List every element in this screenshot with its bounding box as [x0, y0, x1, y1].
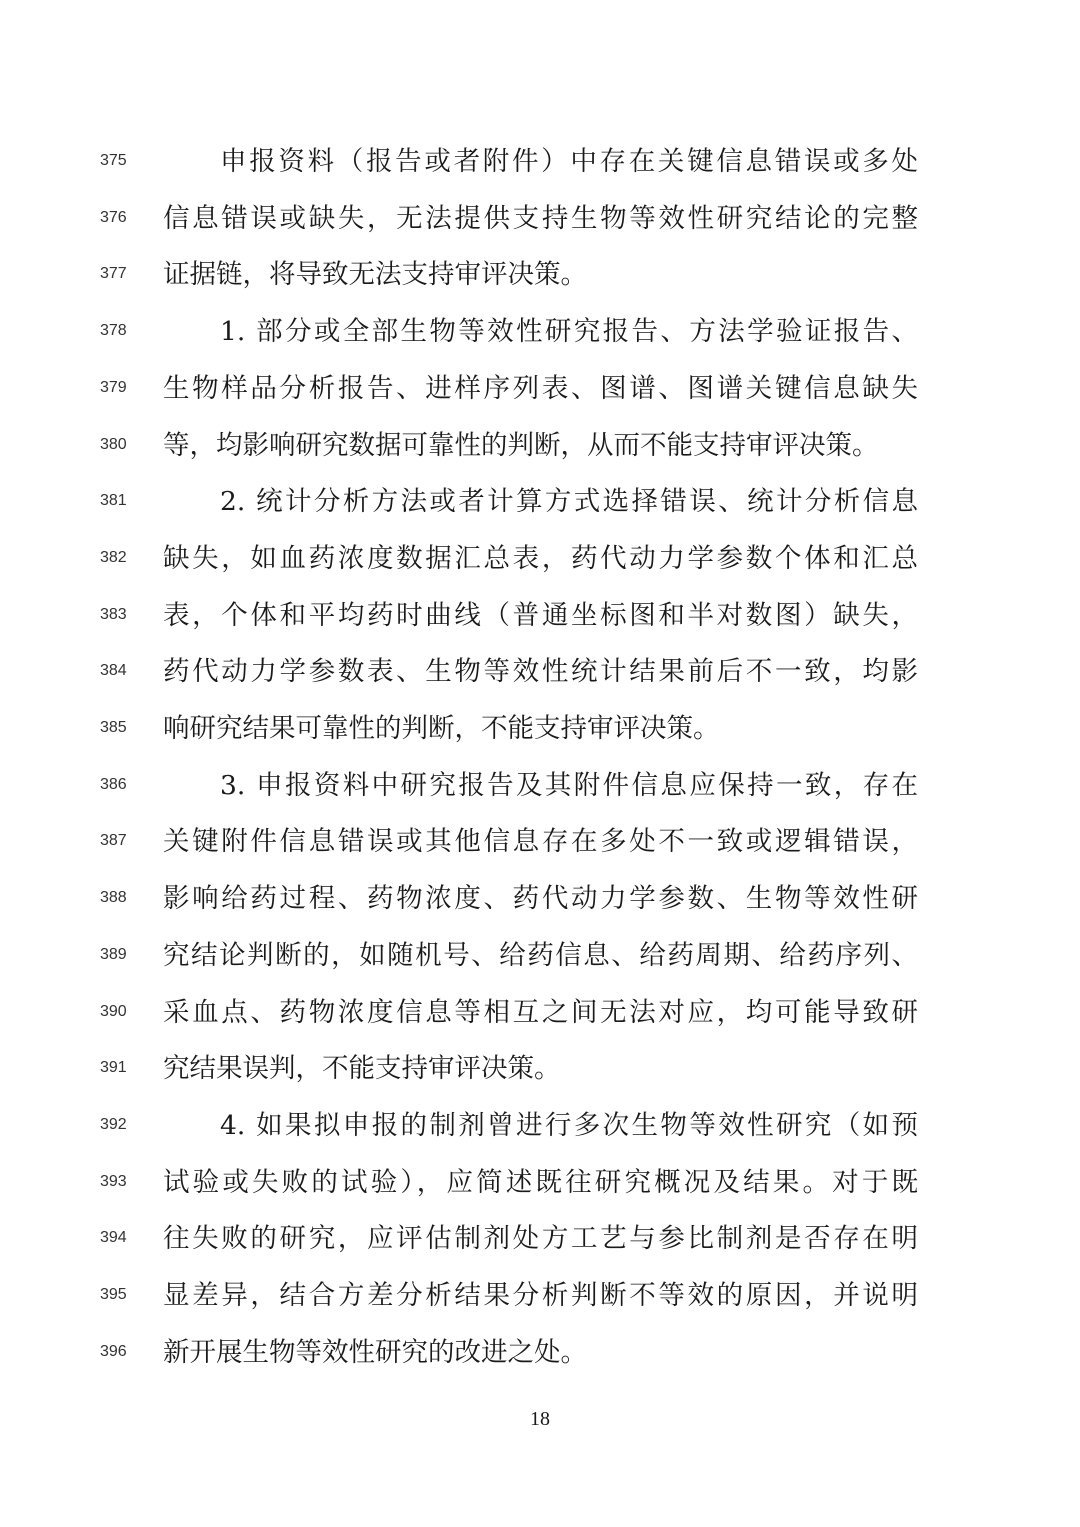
line-number: 385	[100, 719, 127, 736]
line-number: 376	[100, 208, 127, 226]
line-number: 378	[100, 322, 127, 340]
line-text: 往失败的研究，应评估制剂处方工艺与参比制剂是否存在明	[163, 1223, 918, 1255]
line-text: 2. 统计分析方法或者计算方式选择错误、统计分析信息	[220, 486, 918, 518]
line-text: 申报资料（报告或者附件）中存在关键信息错误或多处	[220, 146, 918, 177]
line-number: 386	[100, 775, 127, 793]
line-number: 391	[100, 1059, 127, 1077]
line-number: 388	[100, 889, 127, 907]
text-line	[0, 766, 1080, 806]
line-text: 试验或失败的试验），应简述既往研究概况及结果。对于既	[163, 1166, 918, 1198]
line-number: 394	[100, 1229, 127, 1247]
text-line	[0, 539, 1080, 579]
text-line	[0, 312, 1080, 352]
line-text: 新开展生物等效性研究的改进之处。	[163, 1336, 587, 1368]
text-line	[0, 1276, 1080, 1316]
text-line	[0, 879, 1080, 919]
line-text: 生物样品分析报告、进样序列表、图谱、图谱关键信息缺失	[163, 372, 918, 404]
line-number: 382	[100, 548, 127, 566]
text-line	[0, 199, 1080, 239]
line-text: 等，均影响研究数据可靠性的判断，从而不能支持审评决策。	[163, 429, 879, 461]
line-number: 380	[100, 435, 127, 453]
line-number: 379	[100, 378, 127, 396]
text-line	[0, 652, 1080, 692]
line-number: 387	[100, 832, 127, 850]
line-text: 3. 申报资料中研究报告及其附件信息应保持一致，存在	[220, 769, 918, 801]
line-text: 影响给药过程、药物浓度、药代动力学参数、生物等效性研	[163, 883, 918, 915]
text-line	[0, 255, 1080, 295]
line-text: 信息错误或缺失，无法提供支持生物等效性研究结论的完整	[163, 202, 918, 234]
line-text: 关键附件信息错误或其他信息存在多处不一致或逻辑错误，	[163, 826, 918, 858]
line-number: 381	[100, 492, 127, 510]
line-text: 表，个体和平均药时曲线（普通坐标图和半对数图）缺失，	[163, 599, 918, 631]
line-number: 392	[100, 1115, 127, 1133]
text-line	[0, 482, 1080, 522]
line-number: 396	[100, 1342, 127, 1360]
text-line	[0, 369, 1080, 409]
line-number: 375	[100, 152, 127, 169]
line-text: 响研究结果可靠性的判断，不能支持审评决策。	[163, 713, 720, 744]
line-number: 384	[100, 662, 127, 680]
line-number: 383	[100, 605, 127, 623]
line-number: 377	[100, 265, 127, 283]
line-text: 1. 部分或全部生物等效性研究报告、方法学验证报告、	[220, 316, 918, 348]
line-text: 究结论判断的，如随机号、给药信息、给药周期、给药序列、	[163, 939, 918, 971]
line-text: 证据链，将导致无法支持审评决策。	[163, 259, 587, 291]
line-text: 显差异，结合方差分析结果分析判断不等效的原因，并说明	[163, 1280, 918, 1311]
text-line	[0, 1333, 1080, 1373]
line-text: 4. 如果拟申报的制剂曾进行多次生物等效性研究（如预	[220, 1109, 918, 1141]
line-number: 390	[100, 1002, 127, 1020]
text-line	[0, 822, 1080, 862]
page-number: 18	[530, 1408, 550, 1430]
text-line	[0, 1163, 1080, 1203]
text-line	[0, 709, 1080, 749]
line-text: 药代动力学参数表、生物等效性统计结果前后不一致，均影	[163, 656, 918, 688]
text-line	[0, 426, 1080, 466]
line-text: 缺失，如血药浓度数据汇总表，药代动力学参数个体和汇总	[163, 542, 918, 574]
text-line	[0, 993, 1080, 1033]
text-line	[0, 936, 1080, 976]
line-text: 究结果误判，不能支持审评决策。	[163, 1053, 561, 1085]
line-number: 389	[100, 945, 127, 963]
text-line	[0, 1106, 1080, 1146]
text-line	[0, 1049, 1080, 1089]
line-number: 395	[100, 1286, 127, 1303]
text-line	[0, 1219, 1080, 1259]
text-line	[0, 142, 1080, 182]
text-line	[0, 596, 1080, 636]
line-text: 采血点、药物浓度信息等相互之间无法对应，均可能导致研	[163, 996, 918, 1028]
line-number: 393	[100, 1172, 127, 1190]
